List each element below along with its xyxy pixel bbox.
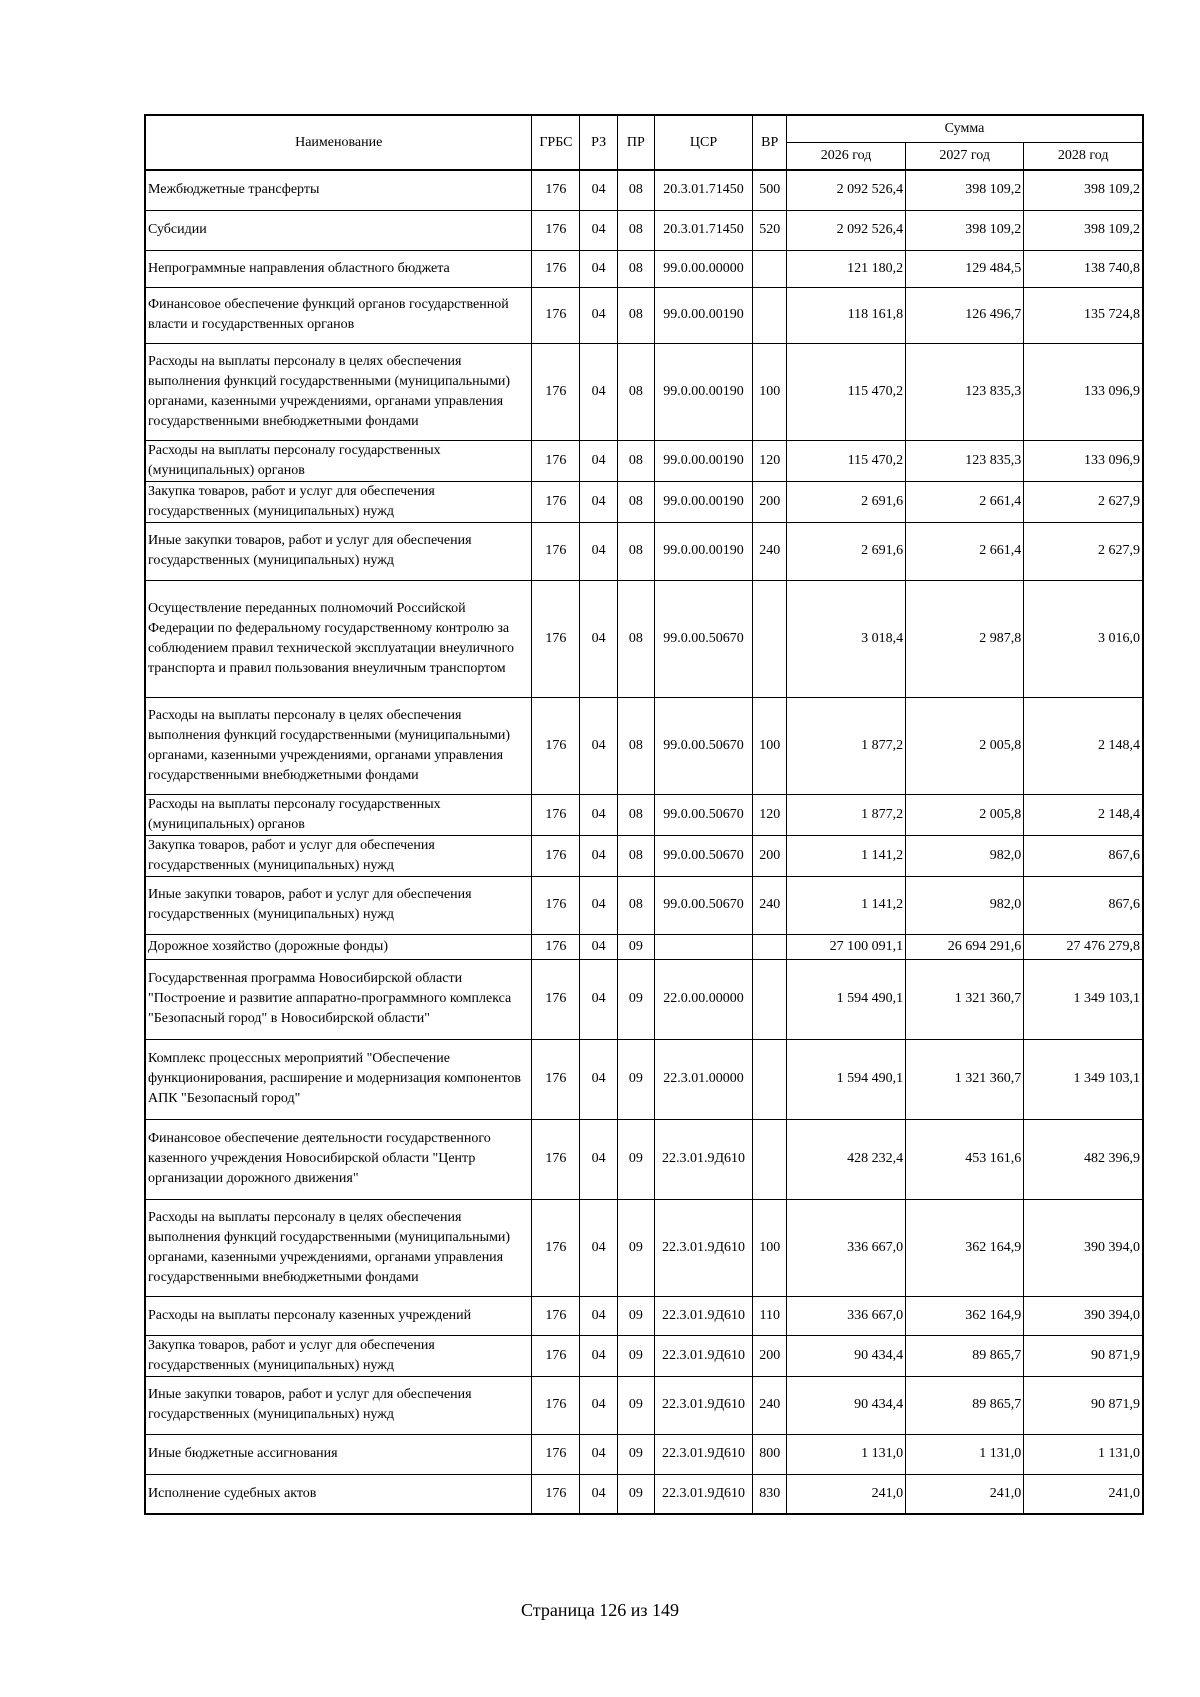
row-pr: 08 <box>618 287 655 343</box>
row-sum-2028: 867,6 <box>1024 835 1143 876</box>
row-grbs: 176 <box>532 1199 580 1296</box>
row-pr: 09 <box>618 1296 655 1335</box>
row-pr: 08 <box>618 440 655 481</box>
row-pr: 09 <box>618 1119 655 1199</box>
table-row <box>145 1474 1143 1514</box>
row-rz: 04 <box>580 835 618 876</box>
row-sum-2028: 2 148,4 <box>1024 697 1143 794</box>
row-sum-2028: 2 148,4 <box>1024 794 1143 835</box>
page-number: Страница 126 из 149 <box>521 1600 679 1620</box>
row-grbs: 176 <box>532 1376 580 1434</box>
table-row <box>145 210 1143 250</box>
row-grbs: 176 <box>532 210 580 250</box>
row-name: Иные закупки товаров, работ и услуг для обеспечения государственных (муниципальных) нужд <box>145 1376 532 1434</box>
table-row <box>145 959 1143 1039</box>
row-csr: 99.0.00.50670 <box>654 794 753 835</box>
row-pr: 09 <box>618 959 655 1039</box>
row-rz: 04 <box>580 876 618 934</box>
row-sum-2027: 982,0 <box>906 876 1024 934</box>
header-grbs: ГРБС <box>532 115 580 170</box>
row-vr: 830 <box>753 1474 787 1514</box>
row-vr: 100 <box>753 697 787 794</box>
budget-table <box>144 114 1144 1515</box>
row-vr: 120 <box>753 440 787 481</box>
row-pr: 09 <box>618 1335 655 1376</box>
row-csr: 22.3.01.00000 <box>654 1039 753 1119</box>
row-grbs: 176 <box>532 835 580 876</box>
row-sum-2028: 241,0 <box>1024 1474 1143 1514</box>
table-row <box>145 481 1143 522</box>
row-name: Межбюджетные трансферты <box>145 170 532 210</box>
row-sum-2028: 398 109,2 <box>1024 210 1143 250</box>
row-vr: 240 <box>753 1376 787 1434</box>
row-name: Финансовое обеспечение деятельности государственного казенного учреждения Новосибирской области "Центр организации дорожного движения" <box>145 1119 532 1199</box>
row-sum-2026: 2 691,6 <box>787 522 906 580</box>
row-grbs: 176 <box>532 1296 580 1335</box>
row-csr: 99.0.00.00190 <box>654 440 753 481</box>
row-grbs: 176 <box>532 1335 580 1376</box>
header-year-2026: 2026 год <box>787 143 906 171</box>
row-csr: 99.0.00.00190 <box>654 343 753 440</box>
row-grbs: 176 <box>532 170 580 210</box>
row-sum-2027: 2 661,4 <box>906 522 1024 580</box>
row-sum-2028: 138 740,8 <box>1024 250 1143 287</box>
row-sum-2028: 2 627,9 <box>1024 481 1143 522</box>
header-pr: ПР <box>618 115 655 170</box>
row-csr: 22.3.01.9Д610 <box>654 1434 753 1474</box>
row-sum-2026: 115 470,2 <box>787 440 906 481</box>
row-rz: 04 <box>580 1335 618 1376</box>
row-sum-2027: 126 496,7 <box>906 287 1024 343</box>
row-sum-2027: 982,0 <box>906 835 1024 876</box>
row-sum-2027: 26 694 291,6 <box>906 934 1024 959</box>
row-name: Государственная программа Новосибирской области "Построение и развитие аппаратно-программного комплекса "Безопасный город" в Новосибирской области" <box>145 959 532 1039</box>
row-pr: 08 <box>618 697 655 794</box>
table-row <box>145 343 1143 440</box>
row-vr: 240 <box>753 876 787 934</box>
row-pr: 08 <box>618 580 655 697</box>
row-grbs: 176 <box>532 250 580 287</box>
row-csr: 99.0.00.00190 <box>654 481 753 522</box>
row-sum-2026: 1 141,2 <box>787 876 906 934</box>
row-grbs: 176 <box>532 287 580 343</box>
row-csr: 22.3.01.9Д610 <box>654 1296 753 1335</box>
row-sum-2027: 2 987,8 <box>906 580 1024 697</box>
row-name: Закупка товаров, работ и услуг для обеспечения государственных (муниципальных) нужд <box>145 835 532 876</box>
row-name: Расходы на выплаты персоналу казенных учреждений <box>145 1296 532 1335</box>
row-sum-2027: 123 835,3 <box>906 440 1024 481</box>
row-sum-2027: 2 661,4 <box>906 481 1024 522</box>
row-name: Закупка товаров, работ и услуг для обеспечения государственных (муниципальных) нужд <box>145 481 532 522</box>
row-sum-2028: 3 016,0 <box>1024 580 1143 697</box>
row-sum-2026: 1 131,0 <box>787 1434 906 1474</box>
header-vr: ВР <box>753 115 787 170</box>
row-grbs: 176 <box>532 481 580 522</box>
row-grbs: 176 <box>532 522 580 580</box>
row-sum-2027: 362 164,9 <box>906 1199 1024 1296</box>
header-rz: РЗ <box>580 115 618 170</box>
row-sum-2026: 2 691,6 <box>787 481 906 522</box>
row-rz: 04 <box>580 794 618 835</box>
row-sum-2026: 118 161,8 <box>787 287 906 343</box>
table-row <box>145 876 1143 934</box>
row-sum-2026: 241,0 <box>787 1474 906 1514</box>
row-name: Закупка товаров, работ и услуг для обеспечения государственных (муниципальных) нужд <box>145 1335 532 1376</box>
row-vr: 100 <box>753 1199 787 1296</box>
row-vr: 110 <box>753 1296 787 1335</box>
table-row <box>145 1039 1143 1119</box>
row-vr: 120 <box>753 794 787 835</box>
row-rz: 04 <box>580 1119 618 1199</box>
row-sum-2026: 115 470,2 <box>787 343 906 440</box>
row-pr: 08 <box>618 170 655 210</box>
row-pr: 08 <box>618 794 655 835</box>
row-sum-2027: 129 484,5 <box>906 250 1024 287</box>
row-sum-2027: 2 005,8 <box>906 697 1024 794</box>
table-row <box>145 1434 1143 1474</box>
row-sum-2026: 428 232,4 <box>787 1119 906 1199</box>
row-vr <box>753 1119 787 1199</box>
row-name: Иные закупки товаров, работ и услуг для обеспечения государственных (муниципальных) нужд <box>145 876 532 934</box>
row-sum-2027: 241,0 <box>906 1474 1024 1514</box>
row-name: Расходы на выплаты персоналу государственных (муниципальных) органов <box>145 440 532 481</box>
row-vr: 240 <box>753 522 787 580</box>
row-rz: 04 <box>580 481 618 522</box>
row-csr: 22.0.00.00000 <box>654 959 753 1039</box>
row-csr: 99.0.00.00000 <box>654 250 753 287</box>
row-name: Комплекс процессных мероприятий "Обеспечение функционирования, расширение и модернизация компонентов АПК "Безопасный город" <box>145 1039 532 1119</box>
row-sum-2027: 89 865,7 <box>906 1376 1024 1434</box>
table-row <box>145 697 1143 794</box>
row-csr: 22.3.01.9Д610 <box>654 1376 753 1434</box>
row-rz: 04 <box>580 170 618 210</box>
row-sum-2026: 121 180,2 <box>787 250 906 287</box>
row-sum-2026: 3 018,4 <box>787 580 906 697</box>
row-pr: 08 <box>618 835 655 876</box>
row-rz: 04 <box>580 1039 618 1119</box>
row-vr: 200 <box>753 481 787 522</box>
row-rz: 04 <box>580 1296 618 1335</box>
row-vr: 520 <box>753 210 787 250</box>
row-sum-2028: 398 109,2 <box>1024 170 1143 210</box>
row-sum-2026: 1 877,2 <box>787 794 906 835</box>
row-rz: 04 <box>580 959 618 1039</box>
row-rz: 04 <box>580 1474 618 1514</box>
row-vr: 100 <box>753 343 787 440</box>
row-csr: 22.3.01.9Д610 <box>654 1335 753 1376</box>
table-row <box>145 1335 1143 1376</box>
row-grbs: 176 <box>532 794 580 835</box>
table-row <box>145 1119 1143 1199</box>
row-csr: 22.3.01.9Д610 <box>654 1119 753 1199</box>
header-csr: ЦСР <box>654 115 753 170</box>
row-sum-2027: 2 005,8 <box>906 794 1024 835</box>
row-vr <box>753 580 787 697</box>
row-sum-2026: 27 100 091,1 <box>787 934 906 959</box>
row-name: Финансовое обеспечение функций органов государственной власти и государственных органов <box>145 287 532 343</box>
row-sum-2028: 867,6 <box>1024 876 1143 934</box>
row-sum-2026: 1 141,2 <box>787 835 906 876</box>
row-grbs: 176 <box>532 959 580 1039</box>
row-sum-2026: 1 594 490,1 <box>787 1039 906 1119</box>
row-pr: 09 <box>618 934 655 959</box>
row-vr: 500 <box>753 170 787 210</box>
row-pr: 09 <box>618 1434 655 1474</box>
row-grbs: 176 <box>532 1119 580 1199</box>
header-year-2028: 2028 год <box>1024 143 1143 171</box>
table-row <box>145 794 1143 835</box>
row-name: Иные бюджетные ассигнования <box>145 1434 532 1474</box>
row-grbs: 176 <box>532 1434 580 1474</box>
row-vr <box>753 1039 787 1119</box>
row-pr: 09 <box>618 1039 655 1119</box>
row-rz: 04 <box>580 440 618 481</box>
row-sum-2027: 453 161,6 <box>906 1119 1024 1199</box>
header-year-2027: 2027 год <box>906 143 1024 171</box>
header-sum: Сумма <box>787 115 1143 143</box>
row-name: Расходы на выплаты персоналу государственных (муниципальных) органов <box>145 794 532 835</box>
row-rz: 04 <box>580 1199 618 1296</box>
row-sum-2026: 90 434,4 <box>787 1376 906 1434</box>
row-csr: 20.3.01.71450 <box>654 210 753 250</box>
row-csr: 20.3.01.71450 <box>654 170 753 210</box>
row-pr: 08 <box>618 522 655 580</box>
row-pr: 08 <box>618 876 655 934</box>
table-row <box>145 1199 1143 1296</box>
row-pr: 08 <box>618 343 655 440</box>
row-name: Исполнение судебных актов <box>145 1474 532 1514</box>
row-rz: 04 <box>580 934 618 959</box>
table-row <box>145 250 1143 287</box>
table-header <box>145 115 1143 170</box>
row-pr: 09 <box>618 1199 655 1296</box>
row-grbs: 176 <box>532 580 580 697</box>
row-grbs: 176 <box>532 1039 580 1119</box>
row-grbs: 176 <box>532 343 580 440</box>
row-pr: 08 <box>618 210 655 250</box>
table-row <box>145 287 1143 343</box>
row-sum-2028: 90 871,9 <box>1024 1376 1143 1434</box>
row-sum-2027: 1 321 360,7 <box>906 1039 1024 1119</box>
row-name: Субсидии <box>145 210 532 250</box>
row-sum-2028: 1 349 103,1 <box>1024 1039 1143 1119</box>
row-vr: 200 <box>753 835 787 876</box>
table-row <box>145 1296 1143 1335</box>
table-row <box>145 170 1143 210</box>
row-grbs: 176 <box>532 876 580 934</box>
row-vr <box>753 287 787 343</box>
row-vr: 200 <box>753 1335 787 1376</box>
header-name: Наименование <box>145 115 532 170</box>
row-rz: 04 <box>580 250 618 287</box>
row-pr: 09 <box>618 1474 655 1514</box>
row-sum-2028: 135 724,8 <box>1024 287 1143 343</box>
row-csr: 99.0.00.50670 <box>654 580 753 697</box>
row-rz: 04 <box>580 697 618 794</box>
row-grbs: 176 <box>532 440 580 481</box>
row-sum-2027: 1 321 360,7 <box>906 959 1024 1039</box>
row-csr: 99.0.00.50670 <box>654 835 753 876</box>
row-rz: 04 <box>580 1376 618 1434</box>
table-row <box>145 580 1143 697</box>
row-grbs: 176 <box>532 1474 580 1514</box>
table-row <box>145 934 1143 959</box>
row-sum-2028: 90 871,9 <box>1024 1335 1143 1376</box>
row-csr: 99.0.00.50670 <box>654 876 753 934</box>
row-rz: 04 <box>580 343 618 440</box>
row-csr: 99.0.00.50670 <box>654 697 753 794</box>
row-sum-2027: 362 164,9 <box>906 1296 1024 1335</box>
table-row <box>145 835 1143 876</box>
row-name: Иные закупки товаров, работ и услуг для обеспечения государственных (муниципальных) нужд <box>145 522 532 580</box>
row-vr <box>753 250 787 287</box>
row-sum-2028: 1 349 103,1 <box>1024 959 1143 1039</box>
row-name: Осуществление переданных полномочий Российской Федерации по федеральному государственному контролю за соблюдением правил технической эксплуатации внеуличного транспорта и правил пользования внеуличным транспортом <box>145 580 532 697</box>
row-vr <box>753 959 787 1039</box>
row-csr: 22.3.01.9Д610 <box>654 1474 753 1514</box>
row-sum-2028: 390 394,0 <box>1024 1296 1143 1335</box>
row-sum-2028: 390 394,0 <box>1024 1199 1143 1296</box>
row-grbs: 176 <box>532 934 580 959</box>
table-body <box>145 170 1143 1514</box>
row-sum-2026: 1 594 490,1 <box>787 959 906 1039</box>
row-rz: 04 <box>580 287 618 343</box>
row-sum-2028: 1 131,0 <box>1024 1434 1143 1474</box>
row-csr: 22.3.01.9Д610 <box>654 1199 753 1296</box>
row-csr: 99.0.00.00190 <box>654 287 753 343</box>
row-sum-2026: 336 667,0 <box>787 1296 906 1335</box>
row-sum-2027: 398 109,2 <box>906 170 1024 210</box>
row-pr: 09 <box>618 1376 655 1434</box>
row-sum-2026: 2 092 526,4 <box>787 170 906 210</box>
row-name: Дорожное хозяйство (дорожные фонды) <box>145 934 532 959</box>
row-sum-2027: 398 109,2 <box>906 210 1024 250</box>
row-sum-2026: 1 877,2 <box>787 697 906 794</box>
row-rz: 04 <box>580 210 618 250</box>
table-row <box>145 440 1143 481</box>
row-vr: 800 <box>753 1434 787 1474</box>
row-rz: 04 <box>580 1434 618 1474</box>
row-rz: 04 <box>580 522 618 580</box>
table-row <box>145 522 1143 580</box>
row-sum-2028: 2 627,9 <box>1024 522 1143 580</box>
row-vr <box>753 934 787 959</box>
row-name: Расходы на выплаты персоналу в целях обеспечения выполнения функций государственными (муниципальными) органами, казенными учреждениями, органами управления государственными внебюджетными фондами <box>145 697 532 794</box>
row-name: Непрограммные направления областного бюджета <box>145 250 532 287</box>
row-sum-2028: 133 096,9 <box>1024 440 1143 481</box>
row-sum-2027: 1 131,0 <box>906 1434 1024 1474</box>
row-pr: 08 <box>618 250 655 287</box>
row-sum-2028: 482 396,9 <box>1024 1119 1143 1199</box>
row-pr: 08 <box>618 481 655 522</box>
row-csr: 99.0.00.00190 <box>654 522 753 580</box>
row-name: Расходы на выплаты персоналу в целях обеспечения выполнения функций государственными (муниципальными) органами, казенными учреждениями, органами управления государственными внебюджетными фондами <box>145 1199 532 1296</box>
row-sum-2026: 2 092 526,4 <box>787 210 906 250</box>
row-sum-2028: 27 476 279,8 <box>1024 934 1143 959</box>
row-rz: 04 <box>580 580 618 697</box>
row-csr <box>654 934 753 959</box>
row-sum-2026: 336 667,0 <box>787 1199 906 1296</box>
row-sum-2027: 89 865,7 <box>906 1335 1024 1376</box>
table-row <box>145 1376 1143 1434</box>
row-sum-2026: 90 434,4 <box>787 1335 906 1376</box>
row-sum-2028: 133 096,9 <box>1024 343 1143 440</box>
row-grbs: 176 <box>532 697 580 794</box>
row-sum-2027: 123 835,3 <box>906 343 1024 440</box>
row-name: Расходы на выплаты персоналу в целях обеспечения выполнения функций государственными (муниципальными) органами, казенными учреждениями, органами управления государственными внебюджетными фондами <box>145 343 532 440</box>
